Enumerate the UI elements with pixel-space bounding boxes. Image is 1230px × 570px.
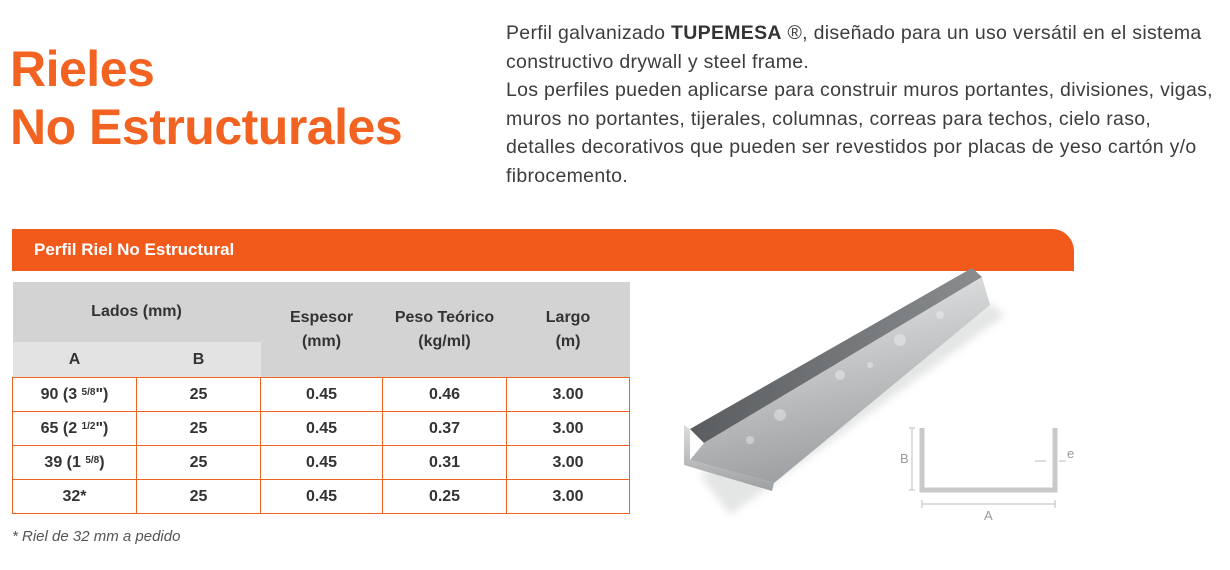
title-line-1: Rieles — [10, 41, 155, 97]
cell-largo: 3.00 — [507, 378, 630, 412]
cell-b: 25 — [137, 412, 261, 446]
cell-a: 65 (2 $^{1/2}$") — [13, 412, 137, 446]
cell-peso: 0.25 — [383, 480, 507, 514]
cell-peso: 0.31 — [383, 446, 507, 480]
table-row — [13, 412, 630, 446]
brand-name: TUPEMESA — [671, 22, 782, 44]
header-largo: Largo (m) — [507, 282, 630, 378]
label-b: B — [900, 451, 909, 466]
description-paragraph-2: Los perfiles pueden aplicarse para construir muros portantes, divisiones, vigas, muros no portantes, tijerales, columnas, correas para techos, cielo raso, detalles decorativos que pueden ser revestidos por placas de yeso cartón y/o fibrocemento. — [506, 79, 1213, 187]
header-espesor: Espesor (mm) — [261, 282, 383, 378]
cell-espesor: 0.45 — [261, 378, 383, 412]
cell-largo: 3.00 — [507, 480, 630, 514]
description-paragraph-1 — [506, 19, 1216, 76]
cell-espesor: 0.45 — [261, 446, 383, 480]
description-prefix: Perfil galvanizado — [506, 22, 672, 44]
section-banner-label: Perfil Riel No Estructural — [34, 240, 235, 259]
cell-peso: 0.46 — [383, 378, 507, 412]
cell-largo: 3.00 — [507, 446, 630, 480]
header-lados: Lados (mm) — [13, 282, 261, 342]
c-profile-shape — [922, 428, 1055, 490]
cross-section-diagram — [909, 428, 1066, 508]
table-row — [13, 446, 630, 480]
cell-largo: 3.00 — [507, 412, 630, 446]
cell-a: 39 (1 $^{5/8}$) — [13, 446, 137, 480]
header-peso-teorico: Peso Teórico (kg/ml) — [383, 282, 507, 378]
label-a: A — [984, 508, 993, 523]
cell-espesor: 0.45 — [261, 480, 383, 514]
header-b: B — [137, 342, 261, 378]
cell-b: 25 — [137, 378, 261, 412]
cell-a: 90 (3 $^{5/8}$") — [13, 378, 137, 412]
product-description — [506, 19, 1216, 190]
cell-b: 25 — [137, 480, 261, 514]
cell-b: 25 — [137, 446, 261, 480]
footnote: * Riel de 32 mm a pedido — [12, 528, 181, 545]
cell-a: 32* — [13, 480, 137, 514]
steel-rail-illustration — [660, 265, 1110, 525]
table-row — [13, 480, 630, 514]
spec-header-row — [13, 282, 630, 342]
table-row — [13, 378, 630, 412]
header-a: A — [13, 342, 137, 378]
description-suffix: ®, diseñado para un uso versátil en el sistema constructivo drywall y steel frame. — [506, 22, 1202, 73]
page-title — [10, 40, 402, 156]
label-e: e — [1067, 446, 1075, 461]
cell-peso: 0.37 — [383, 412, 507, 446]
title-line-2: No Estructurales — [10, 99, 403, 155]
spec-table — [12, 282, 630, 514]
cell-espesor: 0.45 — [261, 412, 383, 446]
